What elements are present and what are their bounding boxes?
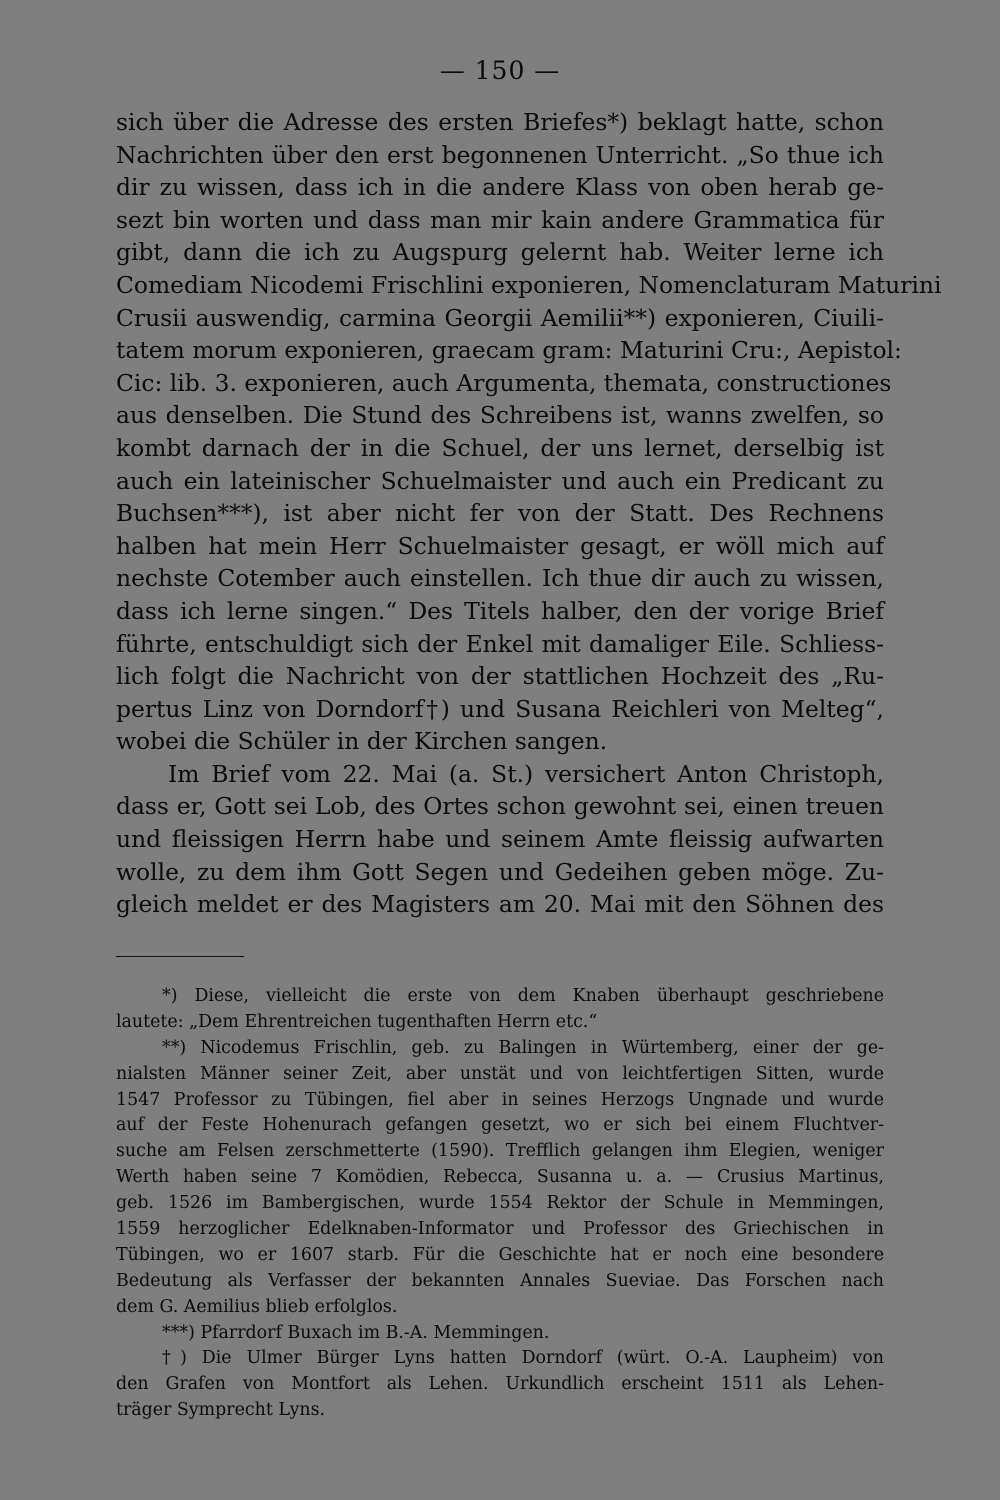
text-line: auch ein lateinischer Schuelmaister und auch ein Predicant zu: [116, 466, 884, 495]
footnote-line: nialsten Männer seiner Zeit, aber unstät und von leichtfertigen Sitten, wurde: [116, 1063, 884, 1084]
footnote-line: ***) Pfarrdorf Buxach im B.-A. Memmingen.: [162, 1322, 550, 1343]
main-text: [116, 106, 942, 921]
text-line: wobei die Schüler in der Kirchen sangen.: [116, 727, 608, 756]
footnote-line: geb. 1526 im Bambergischen, wurde 1554 Rektor der Schule in Memmingen,: [116, 1193, 884, 1214]
text-line: sich über die Adresse des ersten Briefes*) beklagt hatte, schon: [116, 108, 884, 136]
text-line: Im Brief vom 22. Mai (a. St.) versichert Anton Christoph,: [168, 759, 884, 788]
text-line: führte, entschuldigt sich der Enkel mit damaliger Eile. Schliess-: [116, 629, 884, 658]
footnote-line: †) Die Ulmer Bürger Lyns hatten Dorndorf (würt. O.-A. Laupheim) von: [162, 1348, 884, 1369]
text-line: Nachrichten über den erst begonnenen Unterricht. „So thue ich: [116, 140, 884, 169]
footnote-line: Tübingen, wo er 1607 starb. Für die Geschichte hat er noch eine besondere: [116, 1244, 884, 1265]
footnote-line: 1547 Professor zu Tübingen, fiel aber in seines Herzogs Ungnade und wurde: [116, 1089, 884, 1110]
footnote-line: lautete: „Dem Ehrentreichen tugenthaften Herrn etc.“: [116, 1011, 598, 1032]
text-line: Crusii auswendig, carmina Georgii Aemilii**) exponieren, Ciuili-: [116, 303, 884, 332]
footnotes: [116, 984, 884, 1424]
footnote-separator: [116, 956, 244, 957]
footnote-line: suche am Felsen zerschmetterte (1590). Trefflich gelangen ihm Elegien, weniger: [116, 1141, 884, 1162]
text-line: dir zu wissen, dass ich in die andere Klass von oben herab ge-: [116, 173, 884, 202]
footnote-line: Werth haben seine 7 Komödien, Rebecca, Susanna u. a. — Crusius Martinus,: [116, 1167, 884, 1188]
text-line: und fleissigen Herrn habe und seinem Amte fleissig aufwarten: [116, 825, 884, 854]
footnote-line: **) Nicodemus Frischlin, geb. zu Balingen in Würtemberg, einer der ge-: [162, 1037, 884, 1058]
text-line: lich folgt die Nachricht von der stattlichen Hochzeit des „Ru-: [116, 662, 884, 691]
text-line: sezt bin worten und dass man mir kain andere Grammatica für: [116, 205, 884, 234]
text-line: Buchsen***), ist aber nicht fer von der Statt. Des Rechnens: [116, 499, 884, 528]
footnote-line: träger Symprecht Lyns.: [116, 1400, 326, 1421]
text-line: gibt, dann die ich zu Augspurg gelernt hab. Weiter lerne ich: [116, 238, 884, 267]
text-line: Comediam Nicodemi Frischlini exponieren, Nomenclaturam Maturini: [116, 270, 942, 299]
text-line: tatem morum exponieren, graecam gram: Maturini Cru:, Aepistol:: [116, 336, 902, 365]
text-line: gleich meldet er des Magisters am 20. Mai mit den Söhnen des: [116, 890, 884, 919]
text-line: halben hat mein Herr Schuelmaister gesagt, er wöll mich auf: [116, 531, 884, 560]
page-number: — 150 —: [439, 56, 561, 85]
text-line: dass er, Gott sei Lob, des Ortes schon gewohnt sei, einen treuen: [116, 792, 884, 821]
text-line: Cic: lib. 3. exponieren, auch Argumenta, themata, constructiones: [116, 368, 892, 397]
text-line: aus denselben. Die Stund des Schreibens ist, wanns zwelfen, so: [116, 401, 884, 430]
footnote-line: auf der Feste Hohenurach gefangen gesetzt, wo er sich bei einem Fluchtver-: [116, 1115, 884, 1136]
text-line: pertus Linz von Dorndorf†) und Susana Reichleri von Melteg“,: [116, 694, 884, 723]
text-line: wolle, zu dem ihm Gott Segen und Gedeihen geben möge. Zu-: [116, 857, 884, 886]
footnote-line: dem G. Aemilius blieb erfolglos.: [116, 1296, 398, 1317]
footnote-line: *) Diese, vielleicht die erste von dem Knaben überhaupt geschriebene: [162, 986, 884, 1006]
text-line: kombt darnach der in die Schuel, der uns lernet, derselbig ist: [116, 433, 884, 462]
text-line: nechste Cotember auch einstellen. Ich thue dir auch zu wissen,: [116, 564, 884, 593]
footnote-line: Bedeutung als Verfasser der bekannten Annales Sueviae. Das Forschen nach: [116, 1270, 884, 1291]
text-line: dass ich lerne singen.“ Des Titels halber, den der vorige Brief: [116, 596, 884, 625]
footnote-line: 1559 herzoglicher Edelknaben-Informator und Professor des Griechischen in: [116, 1219, 884, 1240]
footnote-line: den Grafen von Montfort als Lehen. Urkundlich erscheint 1511 als Lehen-: [116, 1374, 884, 1395]
